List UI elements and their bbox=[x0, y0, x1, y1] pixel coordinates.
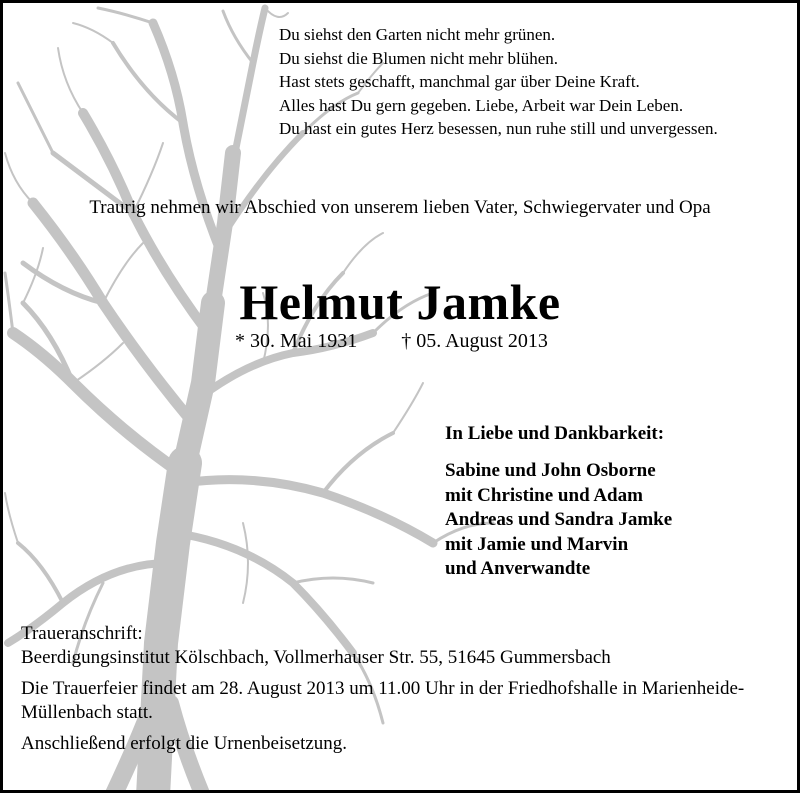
mourners-list bbox=[445, 459, 672, 582]
ceremony-info: Die Trauerfeier findet am 28. August 2013 um 11.00 Uhr in der Friedhofshalle in Marienheide-Müllenbach statt. bbox=[21, 678, 745, 723]
address-label: Traueranschrift: bbox=[21, 623, 143, 644]
mourner-line: mit Jamie und Marvin bbox=[445, 533, 629, 555]
life-dates bbox=[235, 330, 548, 353]
poem-line: Du hast ein gutes Herz besessen, nun ruhe still und unvergessen. bbox=[279, 119, 718, 138]
farewell-intro: Traurig nehmen wir Abschied von unserem lieben Vater, Schwiegervater und Opa bbox=[89, 197, 711, 218]
death-date: † 05. August 2013 bbox=[401, 330, 548, 352]
poem-line: Alles hast Du gern gegeben. Liebe, Arbeit war Dein Leben. bbox=[279, 95, 684, 115]
deceased-name: Helmut Jamke bbox=[239, 274, 561, 330]
poem bbox=[279, 23, 718, 141]
address-text: Beerdigungsinstitut Kölschbach, Vollmerhauser Str. 55, 51645 Gummersbach bbox=[21, 647, 611, 668]
poem-line: Hast stets geschafft, manchmal gar über Deine Kraft. bbox=[279, 72, 640, 91]
birth-date: * 30. Mai 1931 bbox=[235, 330, 358, 352]
poem-line: Du siehst die Blumen nicht mehr blühen. bbox=[279, 48, 559, 68]
mourner-line: und Anverwandte bbox=[445, 558, 591, 579]
poem-line: Du siehst den Garten nicht mehr grünen. bbox=[279, 25, 556, 44]
mourners-heading: In Liebe und Dankbarkeit: bbox=[445, 423, 665, 444]
notice-details bbox=[21, 622, 781, 763]
mourner-line: Andreas und Sandra Jamke bbox=[445, 509, 673, 530]
burial-info: Anschließend erfolgt die Urnenbeisetzung. bbox=[21, 733, 348, 754]
address-block bbox=[21, 622, 781, 670]
mourner-line: mit Christine und Adam bbox=[445, 484, 643, 506]
mourner-line: Sabine und John Osborne bbox=[445, 460, 656, 481]
